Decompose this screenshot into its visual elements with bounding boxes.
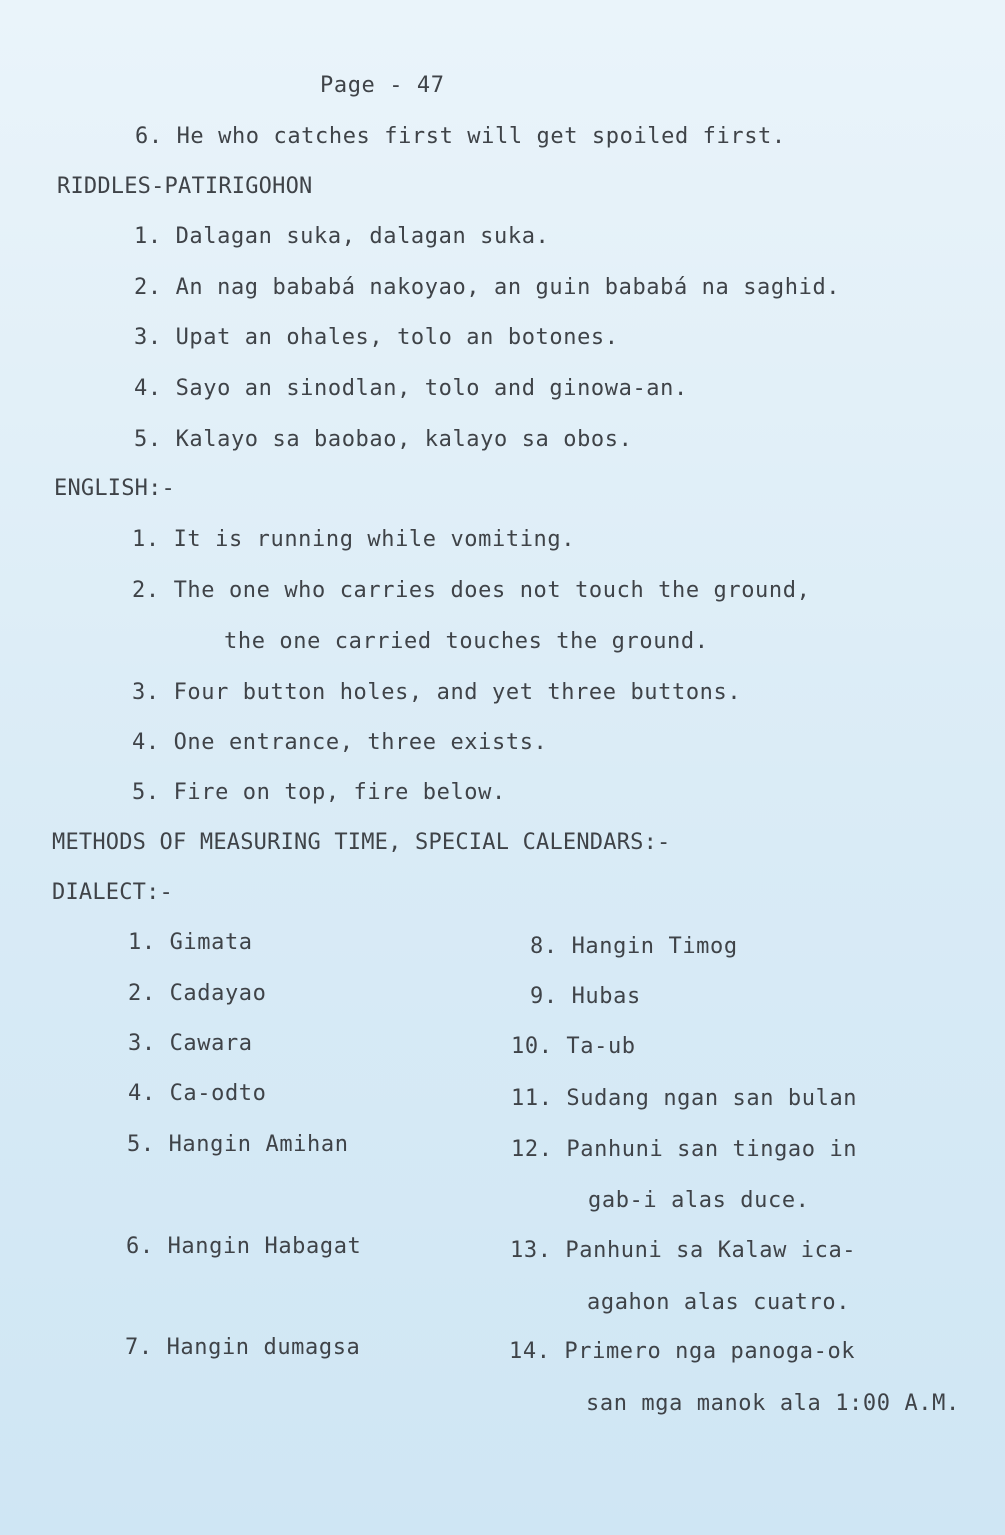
item-number: 12. [511, 1137, 553, 1162]
calendar-item [511, 1137, 857, 1163]
item-text: An nag bababá nakoyao, an guin bababá na saghid. [175, 275, 841, 300]
calendar-item [128, 981, 266, 1007]
english-item [132, 730, 547, 756]
item-text: Hubas [571, 984, 641, 1009]
item-text: The one who carries does not touch the ground, [173, 578, 811, 603]
item-number: 3. [128, 1031, 156, 1056]
item-number: 2. [128, 981, 156, 1006]
calendar-item [128, 930, 253, 956]
calendar-item [511, 1086, 857, 1112]
item-text: Cadayao [169, 981, 267, 1006]
item-number: 7. [125, 1335, 153, 1360]
calendar-item [128, 1081, 266, 1107]
item-continuation: agahon alas cuatro. [587, 1290, 851, 1315]
item-text: Sudang ngan san bulan [566, 1086, 858, 1111]
item-text: Ta-ub [566, 1034, 636, 1059]
item-text: Primero nga panoga-ok [564, 1339, 856, 1364]
item-number: 10. [511, 1034, 553, 1059]
item-number: 1. [128, 930, 156, 955]
item-text: Hangin Amihan [168, 1132, 349, 1157]
dialect-heading: DIALECT:- [52, 880, 174, 905]
calendar-item [125, 1335, 360, 1361]
item-number: 2. [134, 275, 162, 300]
item-number: 9. [530, 984, 558, 1009]
item-number: 4. [132, 730, 160, 755]
english-item [132, 680, 741, 706]
item-text: Ca-odto [169, 1081, 267, 1106]
item-number: 4. [128, 1081, 156, 1106]
riddle-item [134, 376, 688, 402]
item-text: Cawara [169, 1031, 253, 1056]
english-item [132, 527, 575, 553]
page-number: Page - 47 [320, 73, 445, 98]
item-text: Upat an ohales, tolo an botones. [175, 325, 619, 350]
item-text: Hangin dumagsa [166, 1335, 361, 1360]
item-continuation: gab-i alas duce. [588, 1188, 810, 1213]
item-number: 11. [511, 1086, 553, 1111]
item-number: 6. [126, 1234, 154, 1259]
item-continuation: the one carried touches the ground. [224, 629, 709, 654]
item-number: 6. [135, 124, 163, 149]
item-number: 5. [127, 1132, 155, 1157]
riddle-item [134, 224, 549, 250]
item-number: 14. [509, 1339, 551, 1364]
item-number: 5. [132, 780, 160, 805]
calendar-item [127, 1132, 349, 1158]
item-number: 13. [510, 1238, 552, 1263]
calendar-item [511, 1034, 636, 1060]
item-number: 5. [134, 427, 162, 452]
item-number: 3. [132, 680, 160, 705]
item-text: One entrance, three exists. [173, 730, 548, 755]
item-number: 4. [134, 376, 162, 401]
calendar-item [126, 1234, 361, 1260]
riddle-item [134, 325, 619, 351]
riddles-heading: RIDDLES-PATIRIGOHON [57, 174, 313, 199]
calendar-item [530, 984, 641, 1010]
item-number: 2. [132, 578, 160, 603]
time-heading: METHODS OF MEASURING TIME, SPECIAL CALENDARS:- [52, 830, 671, 855]
item-text: He who catches first will get spoiled first. [176, 124, 786, 149]
english-item [132, 578, 810, 604]
item-text: Sayo an sinodlan, tolo and ginowa-an. [175, 376, 688, 401]
riddle-item [134, 427, 632, 453]
item-text: Four button holes, and yet three buttons. [173, 680, 742, 705]
english-heading: ENGLISH:- [54, 476, 176, 501]
calendar-item [128, 1031, 253, 1057]
item-text: Panhuni sa Kalaw ica- [565, 1238, 857, 1263]
item-number: 8. [530, 934, 558, 959]
item-number: 3. [134, 325, 162, 350]
english-item [132, 780, 506, 806]
calendar-item [509, 1339, 855, 1365]
item-text: It is running while vomiting. [173, 527, 576, 552]
item-text: Kalayo sa baobao, kalayo sa obos. [175, 427, 633, 452]
item-number: 1. [134, 224, 162, 249]
item-number: 1. [132, 527, 160, 552]
calendar-item [510, 1238, 856, 1264]
riddle-item [134, 275, 840, 301]
item-continuation: san mga manok ala 1:00 A.M. [586, 1391, 960, 1416]
item-text: Dalagan suka, dalagan suka. [175, 224, 550, 249]
item-text: Panhuni san tingao in [566, 1137, 858, 1162]
item-text: Hangin Timog [571, 934, 738, 959]
item-text: Fire on top, fire below. [173, 780, 506, 805]
item-text: Gimata [169, 930, 253, 955]
item-text: Hangin Habagat [167, 1234, 362, 1259]
proverb-item [135, 124, 786, 150]
calendar-item [530, 934, 738, 960]
